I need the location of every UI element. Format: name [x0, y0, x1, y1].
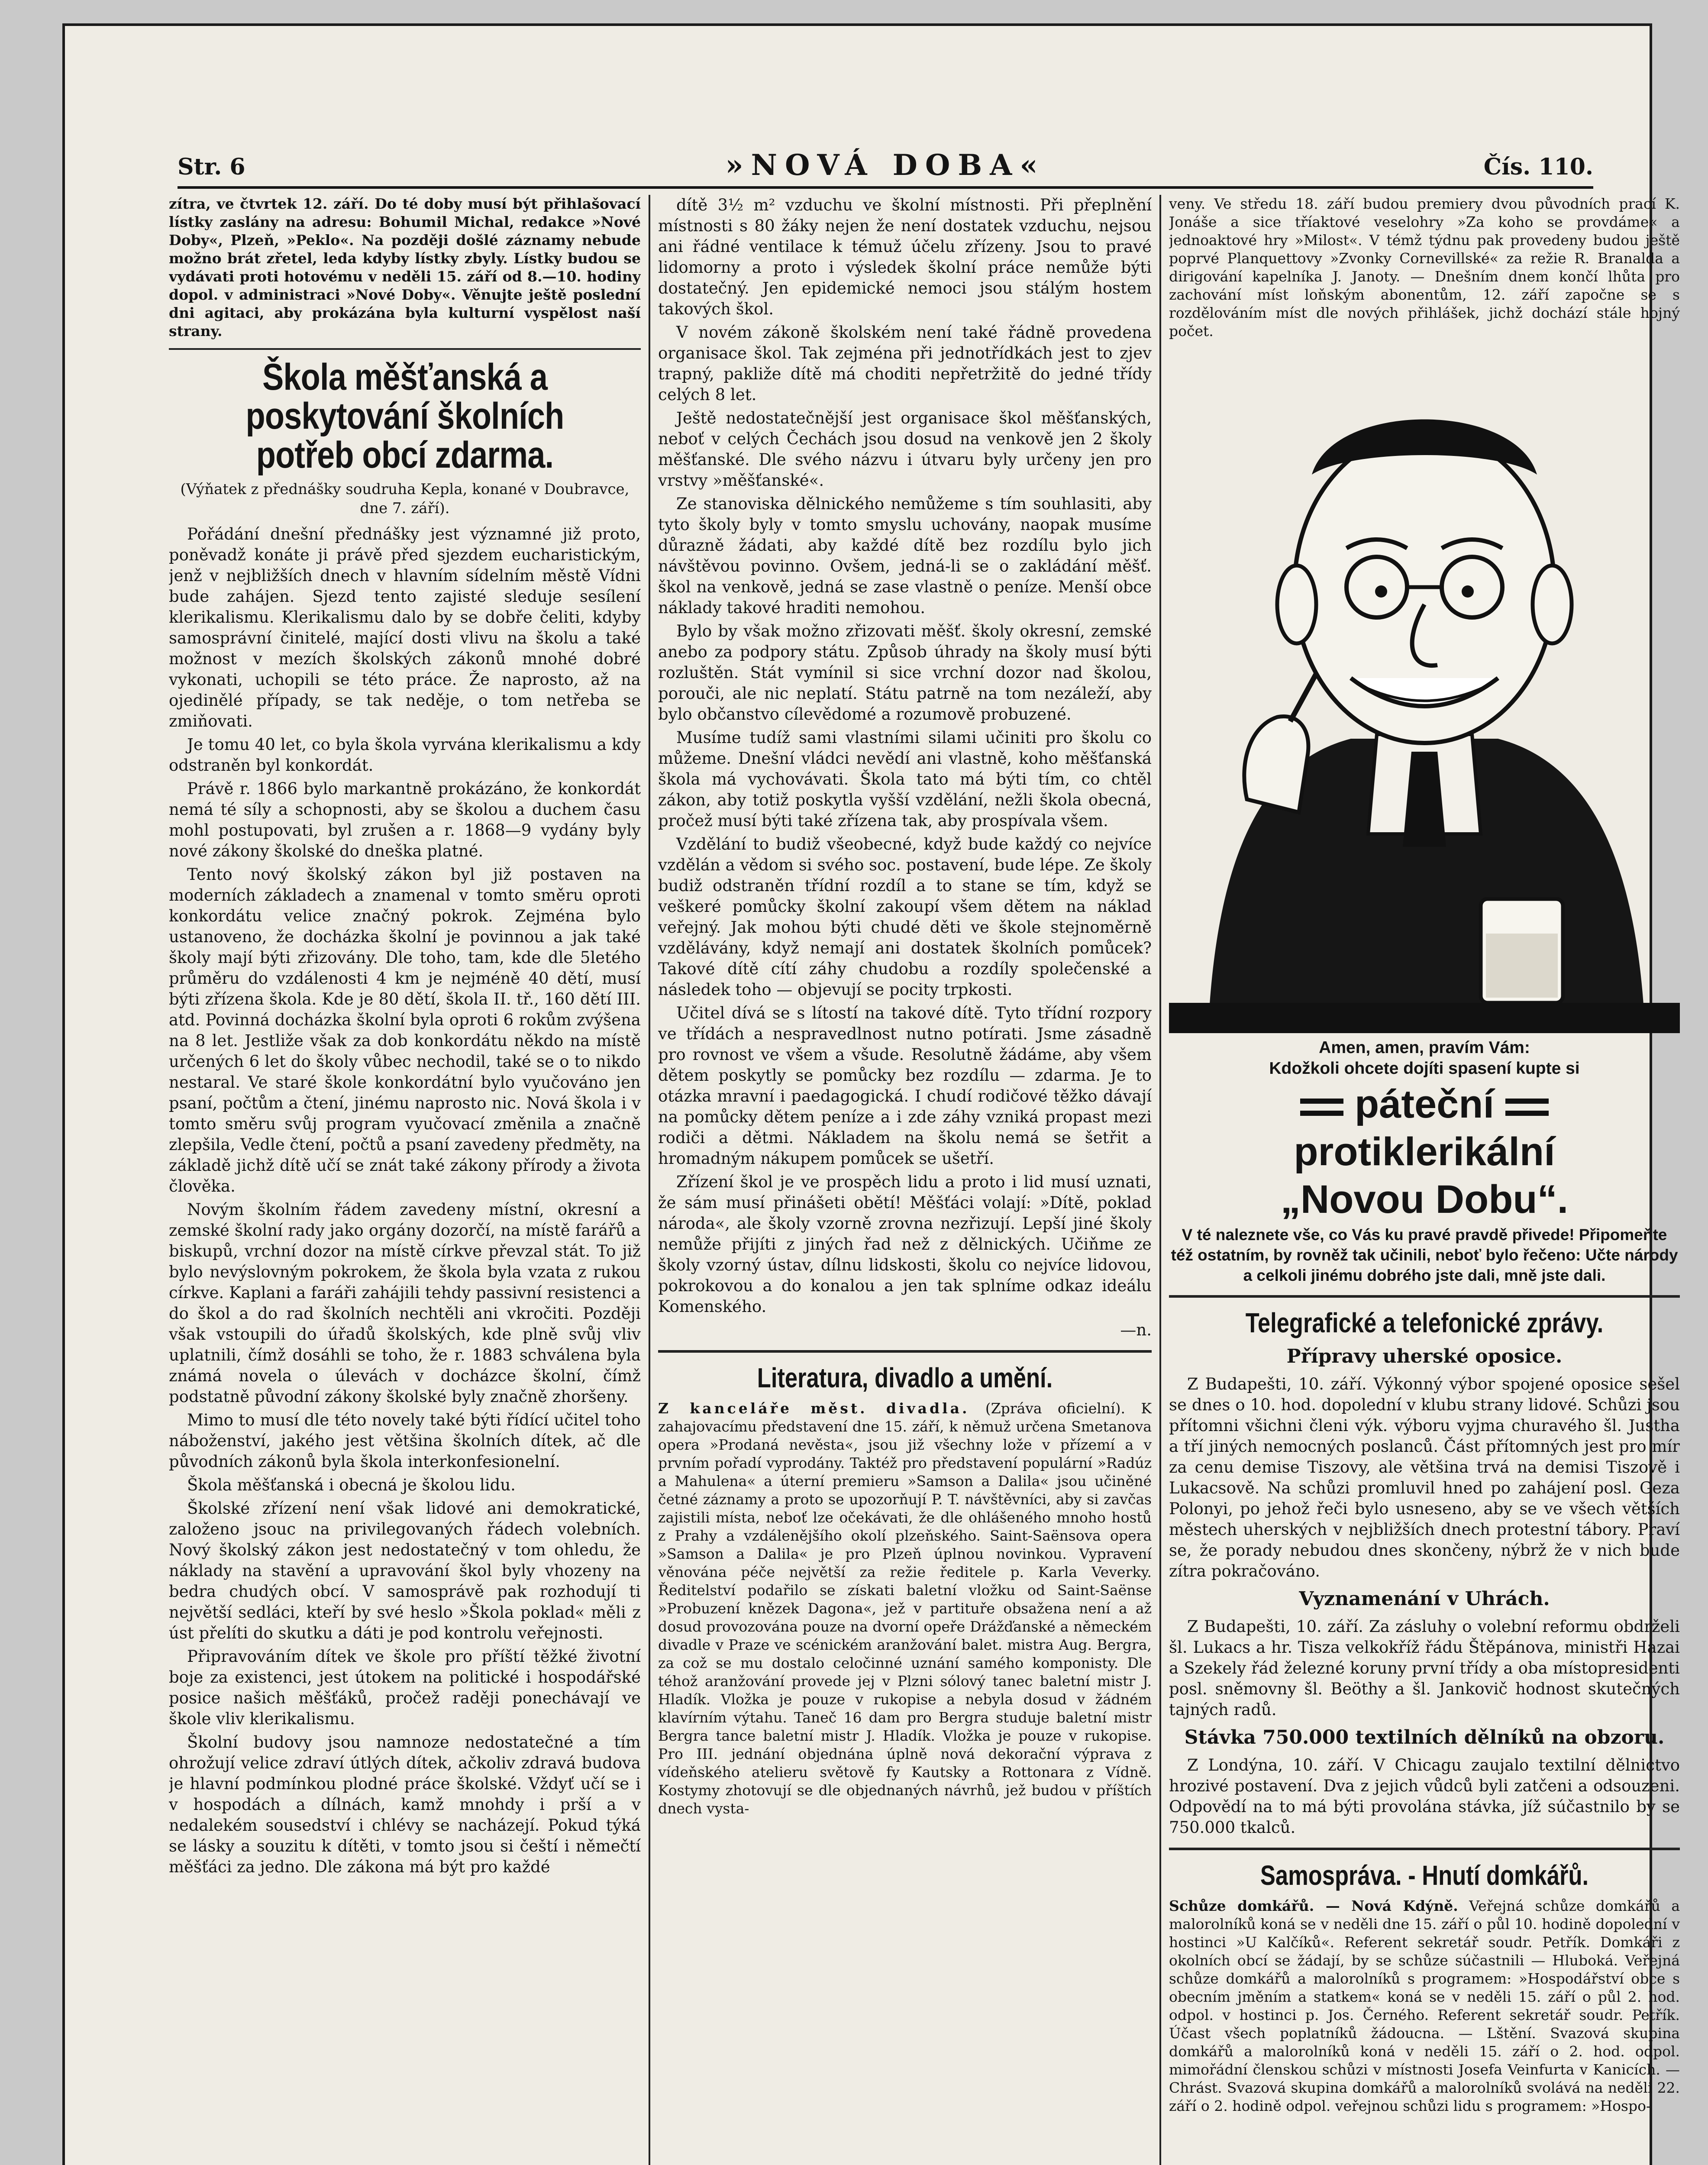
priest-caricature-icon	[1169, 345, 1680, 1033]
news-subheadline: Stávka 750.000 textilních dělníků na obzoru.	[1184, 1726, 1665, 1748]
article-paragraph: Bylo by však možno zřizovati měšť. školy okresní, zemské anebo za podpory státu. Způsob úhrady na školy musí býti rozluštěn. Stát vymínil si sice vrchní dozor nad školou, porouči, ale nic neplatí. Státu patrně na tom nezáleží, aby bylo občanstvo cílevědomé a rozumově probuzené.	[658, 622, 1152, 724]
news-paragraph: Z Budapešti, 10. září. Výkonný výbor spojené oposice sešel se dnes o 10. hod. dopolední v klubu strany lidové. Schůzi jsou přítomni všichni členi výk. výboru vyjma churavého šl. Justha a tří jiných nemocných poslanců. Část přítomných jest pro mír za cenu demise Tiszovy, ale většina trvá na demisi Tiszově i Lukacsově. Na schůzi promluvil hned po zahájení posl. Geza Polonyi, po jehož řeči bylo usneseno, aby se ve všech větších městech uherských v nejbližších dnech protestní tábory. Praví se, že porady nebudou dnes skončeny, nýbrž že v nich bude zítra pokračováno.	[1169, 1375, 1680, 1580]
article-paragraph: Novým školním řádem zavedeny místní, okresní a zemské školní rady jako orgány dozorčí, na místě farářů a biskupů, vrchní dozor na místě církve převzal stát. To již bylo nevýslovným pokrokem, že škola byla vzata z rukou církve. Kaplani a faráři zahájili tehdy passivní resistenci a do škol a do rad školních nechtěli ani vkročiti. Později však vstoupili do úřadů školských, kde plně svůj vliv uplatnili, čímž dosáhli se toho, že r. 1883 schválena byla známá novela o úlevách v docházce školní, čímž podstatně původní zákony školské byly značně zhoršeny.	[169, 1200, 641, 1406]
column-divider	[649, 195, 650, 2165]
article-paragraph: Ze stanoviska dělnického nemůžeme s tím souhlasiti, aby tyto školy byly v tomto smyslu uchovány, naopak musíme důrazně žádati, aby každé dítě bez rozdílu bylo jich návštěvou povinno. Ovšem, jedná-li se o zakládání měšť. škol na venkově, jedná se zase vlastně o peníze. Menší obce náklady takové hraditi nemohou.	[658, 494, 1152, 617]
intro-notice: zítra, ve čtvrtek 12. září. Do té doby musí být přihlašovací lístky zaslány na adresu: Bohumil Michal, redakce »Nové Doby«, Plzeň, »Peklo«. Na později došlé záznamy nebude možno brát zřetel, leda kdyby lístky zbyly. Lístky budou se vydávati proti hotovému v neděli 15. září od 8.—10. hodiny dopol. v administraci »Nové Doby«. Věnujte ještě poslední dni agitaci, aby prokázána byla kulturní vyspělost naší strany.	[169, 195, 641, 339]
article-paragraph: Právě r. 1866 bylo markantně prokázáno, že konkordát nemá té síly a schopnosti, aby se školou a duchem času mohl postupovati, byl zrušen a r. 1868—9 vydány byly nové zákony školské do dneška platné.	[169, 779, 641, 860]
section-rule	[658, 1350, 1152, 1353]
ad-big-text: páteční	[1354, 1082, 1495, 1126]
equals-ornament	[1505, 1099, 1549, 1116]
news-paragraph: Z Londýna, 10. září. V Chicagu zaujalo textilní dělnictvo hrozivé postavení. Dva z jejich vůdců byli zatčeni a odsouzeni. Odpovědí na to má býti provolána stávka, jíž súčastnilo by se 750.000 tkalců.	[1169, 1756, 1680, 1837]
section-rule	[1169, 1848, 1680, 1850]
ad-big-text: „Novou Dobu“.	[1280, 1177, 1569, 1221]
section-rule	[169, 348, 641, 350]
selfgov-lead: Schůze domkářů. — Nová Kdýně.	[1169, 1897, 1458, 1914]
column-1	[169, 195, 641, 2165]
page-header	[178, 134, 1593, 189]
section-rule	[1169, 1295, 1680, 1298]
article-paragraph: Musíme tudíž sami vlastními silami učiniti pro školu co můžeme. Dnešní vládci nevědí ani vlastně, koho měšťanská škola má vychovávati. Škola tato má býti tím, co chtěl zákon, aby totiž poskytla vyšší vzdělání, nežli škola obecná, pročež musí býti také zřízena tak, aby prospívala všem.	[658, 728, 1152, 830]
column-divider	[1159, 195, 1161, 2165]
news-subheadline: Přípravy uherské oposice.	[1286, 1345, 1563, 1367]
article-paragraph: V novém zákoně školském není také řádně provedena organisace škol. Tak zejména při jednotřídkách jest to zjev trapný, pakliže dítě má choditi nepřetržitě do jedné třídy celých 8 let.	[658, 323, 1152, 404]
ad-line: Kdožkoli ohcete dojíti spasení kupte si	[1269, 1059, 1580, 1078]
news-paragraph: Z Budapešti, 10. září. Za zásluhy o volební reformu obdrželi šl. Lukacs a hr. Tisza velkokříž řádu Štěpánova, ministři Hazai a Szekely řád železné koruny první třídy a oba místopresidenti posl. sněmovny šl. Beöthy a šl. Jankovič hodnost skutečných tajných radů.	[1169, 1617, 1680, 1719]
ad-bottom-text: V té naleznete vše, co Vás ku pravé pravdě přivede! Připomeňte též ostatním, by rovněž tak učinili, neboť bylo řečeno: Učte národy a celkoli jinému dobrého jste dali, mně jste dali.	[1171, 1226, 1678, 1284]
telegraph-headline: Telegrafické a telefonické zprávy.	[1245, 1307, 1604, 1338]
news-subheadline: Vyznamenání v Uhrách.	[1299, 1588, 1550, 1610]
article-paragraph: Školské zřízení není však lidové ani demokratické, založeno jsouc na privilegovaných řádech volebních. Nový školský zákon jest nedostatečný v tom ohledu, že náklady na stavění a upravování škol byly vhozeny na bedra chudých obcí. V samosprávě pak rozhodují ti největší sedláci, kteří by své heslo »Škola poklad« měli z úst přelíti do skutku a dáti je pod kontrolu veřejnosti.	[169, 1499, 641, 1642]
page-number: Str. 6	[178, 154, 245, 180]
issue-number: Čís. 110.	[1483, 154, 1593, 180]
article-paragraph: Mimo to musí dle této novely také býti řídící učitel toho náboženství, jakého jest většina školních dítek, ač dle původních zákonů byla škola interkonfesionelní.	[169, 1411, 641, 1471]
equals-ornament	[1300, 1099, 1343, 1116]
column-3	[1169, 195, 1680, 2165]
article-note: (Výňatek z přednášky soudruha Kepla, konané v Doubravce, dne 7. září).	[180, 481, 630, 517]
culture-continued: veny. Ve středu 18. září budou premiery dvou původních prací K. Jonáše a sice tříaktové veselohry »Za koho se provdáme« a jednoaktové hry »Milost«. V témž týdnu pak provedeny budou ještě poprvé Planquettovy »Zvonky Cornevillské« za režie R. Branalda a dirigování kapelníka J. Janoty. — Dnešním dnem končí lhůta pro zachování míst loňským abonentům, 12. září započne se s rozdělováním míst dle nových přihlášek, jichž dochází stále hojný počet.	[1169, 195, 1680, 339]
culture-headline: Literatura, divadlo a umění.	[757, 1362, 1053, 1393]
advertisement-illustration	[1169, 345, 1680, 1033]
article-paragraph: dítě 3½ m² vzduchu ve školní místnosti. Při přeplnění místnosti s 80 žáky nejen že není dostatek vzduchu, nejsou ani řádné ventilace k témuž účelu zřízeny. Jsou to pravé lidomorny a proto i výsledek školní práce nemůže býti dostatečný. Jen epidemické nemoci jsou stálým hostem takových škol.	[658, 196, 1152, 318]
culture-lead: Z kanceláře měst. divadla.	[658, 1400, 970, 1417]
article-paragraph: Zřízení škol je ve prospěch lidu a proto i lid musí uznati, že sám musí přinášeti obětí! Měšťáci volají: »Dítě, poklad národa«, ale školy vzorně zrovna nezřizují. Lepší jiné školy nemůže přijíti z jiných řad než z dělnických. Učiňme ze školy vzorný ústav, dílnu lidskosti, školu co nejvíce lidovou, pokrokovou a do konalou a jen tak splníme odkaz ideálu Komenského.	[658, 1173, 1152, 1316]
article-paragraph: Je tomu 40 let, co byla škola vyrvána klerikalismu a kdy odstraněn byl konkordát.	[169, 735, 641, 775]
newspaper-page	[65, 26, 1680, 2165]
article-paragraph: Učitel dívá se s lítostí na takové dítě. Tyto třídní rozpory ve třídách a nespravedlnost nutno potírati. Jsme zásadně pro rovnost ve všem a všude. Resolutně žádáme, aby všem dětem poskytly se pomůcky bez rozdílu — zdarma. Je to otázka mravní i paedagogická. I chudí rodičové těžko dávají na pomůcky dětem peníze a i zde záhy vzniká propast mezi rodiči a dětmi. Nákladem na školu nemá se šetřit a hromadným nákupem pomůcek se ušetří.	[658, 1004, 1152, 1168]
culture-text: (Zpráva oficielní). K zahajovacímu představení dne 15. září, k němuž určena Smetanova opera »Prodaná nevěsta«, jsou již všechny lože v přízemí a v prvním pořadí vyprodány. Taktéž pro představení populární »Radúz a Mahulena« a úterní premieru »Samson a Dalila« jsou učiněné četné záznamy a proto se upozorňují P. T. návštěvníci, aby si zavčas zajistili místa, neboť lze očekávati, že dle ohlášeného mnoho hostů z Prahy a vzdálenějšího okolí plzeňského. Saint-Saënsova opera »Samson a Dalila« je pro Plzeň úplnou novinkou. Vypravení věnována péče největší za režie ředitele p. Karla Veverky. Ředitelství podařilo se získati baletní vložku od Saint-Saënse »Probuzení knězek Dagona«, jež v partituře obsažena není a až dosud provozována pouze na dvorní opeře Drážďanské a německém divadle v Praze ve scénickém aranžování balet. mistra Aug. Bergra, za což se mu dostalo celočinné uznání samého komponisty. Dle téhož aranžování provede jej v Plzni sólový tanec baletní mistr J. Hladík. Vložka je pouze v rukopise a nebyla dosud v žádném klavírním výtahu. Taneč 16 dam pro Bergra studuje baletní mistr Bergra tance baletní mistr J. Hladík. Vložka je pouze v rukopise. Pro III. jednání objednána úplně nová dekorační výprava z vídeňského atelieru světově fy Kautsky a Rottonara z Vídně. Kostymy zhotovují se dle objednaných návrhů, jež budou v příštích dnech vysta-	[658, 1400, 1152, 1817]
article-paragraph: Vzdělání to budiž všeobecné, když bude každý co nejvíce vzdělán a vědom si svého soc. postavení, bude lépe. Ze školy budiž odstraněn třídní rozdíl a to stane se tím, když se veškeré pomůcky školní zakoupí všem dětem na náklad veřejný. Jak mohou býti chudé děti ve škole stejnoměrně vzdělávány, když nemají ani dostatek školních pomůcek? Takové dítě cítí záhy chudobu a rozdíly společenské a následek toho — objevují se pocity trpkosti.	[658, 835, 1152, 999]
article-paragraph: Školní budovy jsou namnoze nedostatečné a tím ohrožují velice zdraví útlých dítek, ačkoliv zdravá budova je hlavní podmínkou plodné práce školské. Vždyť učí se i v hospodách a dílnách, kamž mnohdy i prší a v nedalekém sousedství i chlévy se nacházejí. Pokud týká se lásky a souzitu k dítěti, v tomto jsou si čeští i němečtí měšťáci za jedno. Dle zákona má být pro každé	[169, 1733, 641, 1876]
ad-line: Amen, amen, pravím Vám:	[1319, 1038, 1530, 1057]
article-signature: —n.	[1120, 1321, 1152, 1339]
article-headline: Škola měšťanská a poskytování školních potřeb obcí zdarma.	[245, 356, 564, 476]
article-paragraph: Pořádání dnešní přednášky jest významné již proto, poněvadž konáte ji právě před sjezdem eucharistickým, jenž v nejbližších dnech v hlavním sídelním městě Vídni bude zahájen. Sjezd tento zajisté sleduje sesílení klerikalismu. Klerikalismu dalo by se dobře čeliti, kdyby samosprávní činitelé, mající dosti vlivu na školu a také možnost v mezích školských zákonů mnohé dobré vykonati, uchopili se této práce. Že naprosto, až na ojedinělé případy, se tak neděje, o tom netřeba se zmiňovati.	[169, 525, 641, 730]
article-paragraph: Škola měšťanská i obecná je školou lidu.	[187, 1476, 516, 1494]
column-2	[658, 195, 1152, 2165]
article-paragraph: Připravováním dítek ve škole pro příští těžké životní boje za existenci, jest útokem na politické i hospodářské posice našich měšťáků, pročež raději ponechávají ve škole vliv klerikalismu.	[169, 1647, 641, 1728]
ad-big-text: protiklerikální	[1294, 1130, 1555, 1174]
selfgov-text: Veřejná schůze domkářů a malorolníků koná se v neděli dne 15. září o půl 10. hodině dopolední v hostinci »U Kalčíků«. Referent sekretář soudr. Petřík. Domkáři z okolních obcí se žádají, by se schůze súčastnili — Hluboká. Veřejná schůze domkářů a malorolníků s programem: »Hospodářství obce s obecním jměním a statkem« koná se v neděli 15. září o půl 2. hod. odpol. v hostinci p. Jos. Černého. Referent sekretář soudr. Petřík. Účast všech poplatníků žádoucna. — Lštění. Svazová skupina domkářů a malorolníků koná v neděli 15. září o 2. hod. odpol. mimořádní členskou schůzi v místnosti Josefa Veinfurta v Kanicích. — Chrást. Svazová skupina domkářů a malorolníků svolává na neděli 22. září o 2. hodině odpol. veřejnou schůzi lidu s programem: »Hospo-	[1169, 1897, 1680, 2114]
selfgov-headline: Samospráva. - Hnutí domkářů.	[1260, 1860, 1589, 1891]
article-paragraph: Ještě nedostatečnější jest organisace škol měšťanských, neboť v celých Čechách jsou dosud na venkově jen 2 školy měšťanské. Dle svého názvu i útvaru byly určeny jen pro vrstvy »měšťanské«.	[658, 409, 1152, 490]
article-paragraph: Tento nový školský zákon byl již postaven na moderních základech a znamenal v tomto směru oproti konkordátu velice značný pokrok. Zejména bylo ustanoveno, že docházka školní je povinnou a jak také školy mají býti zřizovány. Dle toho, tam, kde dle 5letého průměru do vzdálenosti 4 km je nejméně 40 dětí, musí býti zřízena škola. Kde je 80 dětí, škola II. tř., 160 dětí III. atd. Povinná docházka školní byla oproti 6 rokům zvýšena na 8 let. Jestliže však za dob konkordátu někdo na místě určených 6 let do školy vůbec nechodil, také se o to nikdo nestaral. Ve staré škole konkordátní bylo vyučováno jen psaní, počtům a čtení, jinému naprosto nic. Nová škola i v tomto směru svůj program vyučovací změnila a značně zlepšila, Vedle čtení, počtů a psaní zavedeny předměty, na základě jichž dítě učí se znát také zákony přírody a života člověka.	[169, 865, 641, 1196]
newspaper-title: »NOVÁ DOBA«	[725, 148, 1046, 182]
